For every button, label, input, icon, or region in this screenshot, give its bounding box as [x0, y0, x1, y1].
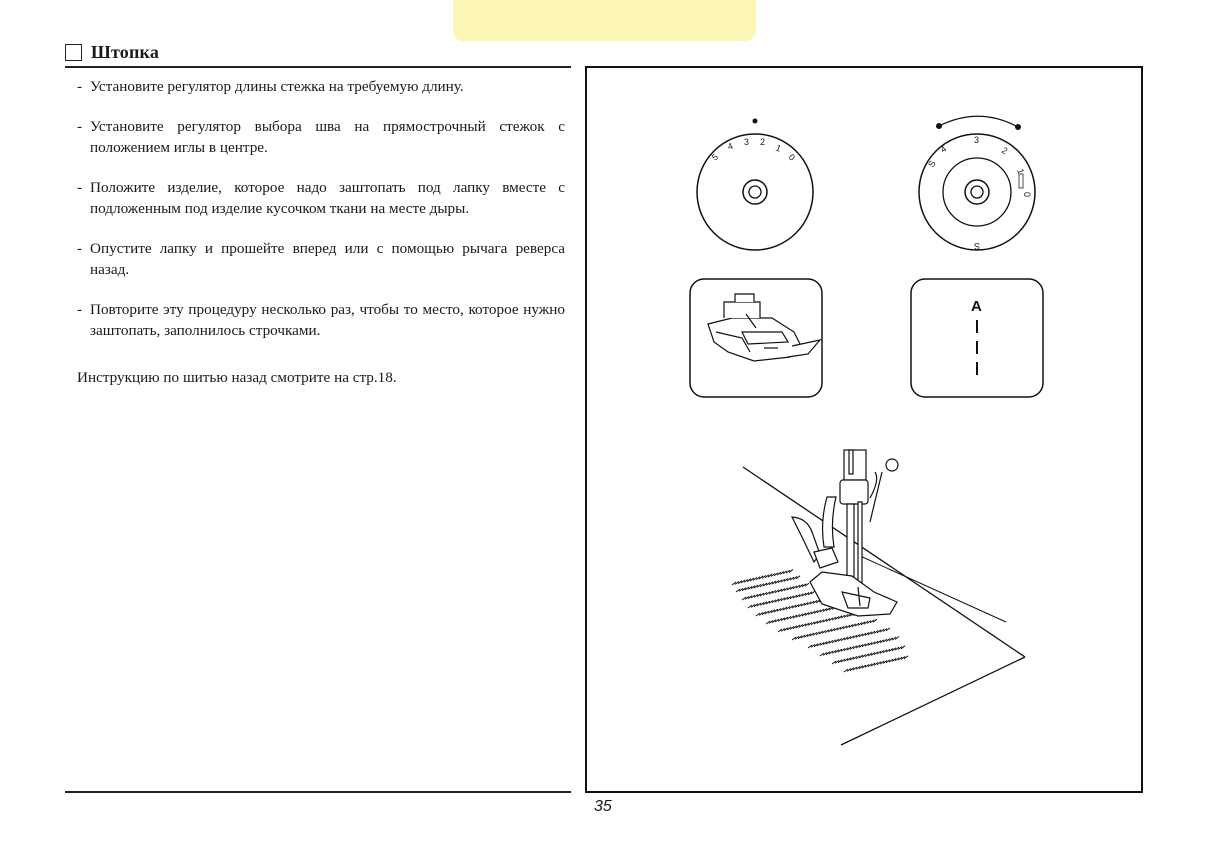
- top-divider: [65, 66, 571, 68]
- header-tab: [453, 0, 756, 41]
- reverse-sewing-note: Инструкцию по шитью назад смотрите на стр.18.: [77, 369, 397, 386]
- dial-number: S: [926, 158, 938, 169]
- stitch-pattern-box: [911, 279, 1043, 397]
- dial-number: 2: [1000, 145, 1010, 157]
- dial-number: 1: [1015, 167, 1027, 176]
- dial-number: 5: [709, 151, 721, 163]
- pattern-letter: A: [971, 298, 982, 315]
- step-marker: -: [77, 240, 83, 257]
- presser-foot-icon: [792, 450, 898, 616]
- instruction-step: - Установите регулятор длины стежка на требуемую длину.: [77, 78, 464, 95]
- instruction-step: - Установите регулятор выбора шва на прямострочный стежок с положением иглы в центре.: [77, 118, 565, 156]
- stitch-selector-dial: [919, 116, 1035, 251]
- instruction-step: - Опустите лапку и прошейте вперед или с помощью рычага реверса назад.: [77, 240, 565, 278]
- dial-number: 0: [1022, 192, 1032, 198]
- dial-number: 2: [760, 137, 766, 147]
- step-marker: -: [77, 179, 83, 196]
- illustration-svg: [587, 68, 1140, 790]
- step-marker: -: [77, 78, 83, 95]
- presser-foot-box: [690, 279, 822, 397]
- illustration-panel: [585, 66, 1143, 793]
- dial-number: 3: [974, 135, 980, 145]
- stitch-length-dial: [697, 119, 813, 251]
- dial-number: 4: [726, 140, 735, 152]
- bottom-divider: [65, 791, 571, 793]
- step-marker: -: [77, 301, 83, 318]
- page-number: 35: [594, 798, 612, 815]
- instruction-step: - Повторите эту процедуру несколько раз, чтобы то место, которое нужно заштопать, заполнилось строчками.: [77, 301, 565, 339]
- dial-number: 1: [774, 142, 783, 154]
- section-title: Штопка: [91, 41, 160, 62]
- dial-number: 3: [744, 137, 750, 147]
- dial-number: 0: [786, 151, 797, 163]
- dial-number: S: [973, 241, 980, 251]
- step-marker: -: [77, 118, 83, 135]
- instruction-list: [77, 76, 565, 360]
- dial-number: 4: [938, 143, 949, 155]
- instruction-step: - Положите изделие, которое надо заштопать под лапку вместе с подложенным под изделие кусочком ткани на месте дыры.: [77, 179, 565, 217]
- section-header: [65, 40, 159, 64]
- darning-illustration: [732, 450, 1025, 745]
- section-checkbox[interactable]: [65, 44, 82, 61]
